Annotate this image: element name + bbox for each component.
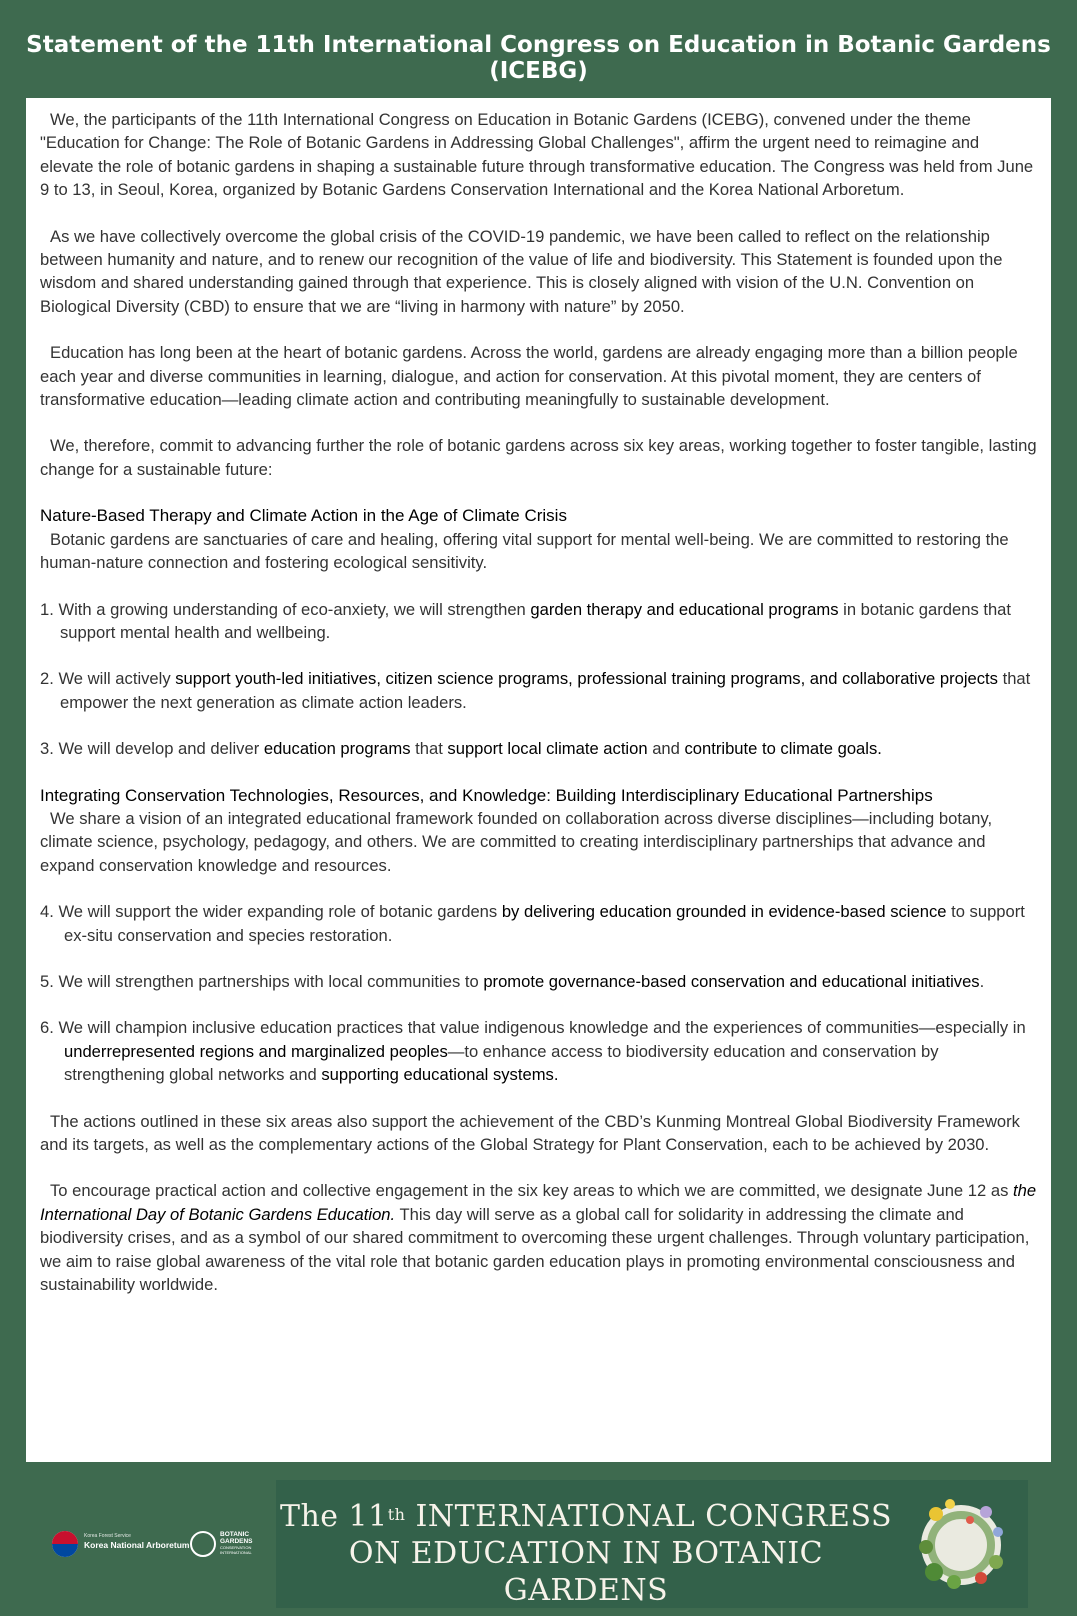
statement-card [26,98,1051,1462]
intro-paragraph-3: Education has long been at the heart of botanic gardens. Across the world, gardens are already engaging more than a billion people each year and diverse communities in learning, dialogue, and action for conservation. At this pivotal moment, they are centers of transformative education—leading climate action and contributing meaningfully to sustainable development. [40,343,1018,410]
closing-paragraph-2: To encourage practical action and collective engagement in the six key areas to which we are committed, we designate June 12 as the International Day of Botanic Gardens Education. This day will serve as a global call for solidarity in addressing the climate and biodiversity crises, and as a symbol of our shared commitment to overcoming these urgent challenges. Through voluntary participation, we aim to raise global awareness of the vital role that botanic garden education plays in promoting environmental consciousness and sustainability worldwide. [40,1181,1037,1295]
partner-logos [44,1520,274,1570]
korea-national-arboretum-logo: Korea Forest Service Korea National Arboretum [84,1533,190,1550]
congress-banner-title: The 11th INTERNATIONAL CONGRESS ON EDUCATION IN BOTANIC GARDENS [279,1499,893,1608]
commitment-item-3: 3. We will develop and deliver education programs that support local climate action and contribute to climate goals. [40,739,882,759]
section-1-heading: Nature-Based Therapy and Climate Action in the Age of Climate Crisis [40,506,567,526]
closing-paragraph-1: The actions outlined in these six areas also support the achievement of the CBD’s Kunming Montreal Global Biodiversity Framework and its targets, as well as the complementary actions of the Global Strategy for Plant Conservation, each to be achieved by 2030. [40,1111,1020,1154]
commitment-item-6: 6. We will champion inclusive education practices that value indigenous knowledge and the experiences of communities—especially in underrepresented regions and marginalized peoples—to enhance access to biodiversity education and conservation by strengthening global networks and supporting educational systems. [40,1018,1026,1085]
korea-emblem-icon [52,1531,78,1557]
commitment-item-4: 4. We will support the wider expanding role of botanic gardens by delivering education grounded in evidence-based science to support ex-situ conservation and species restoration. [40,902,1025,945]
commitment-item-2: 2. We will actively support youth-led initiatives, citizen science programs, professional training programs, and collaborative projects that empower the next generation as climate action leaders. [40,669,1031,712]
bgci-emblem-icon [190,1531,216,1557]
section-2-text: We share a vision of an integrated educational framework founded on collaboration across diverse disciplines—including botany, climate science, psychology, pedagogy, and others. We are committed to creating interdisciplinary partnerships that advance and expand conservation knowledge and resources. [40,808,993,875]
section-2-heading: Integrating Conservation Technologies, Resources, and Knowledge: Building Interdisciplinary Educational Partnerships [40,785,933,805]
intro-paragraph-2: As we have collectively overcome the global crisis of the COVID-19 pandemic, we have been called to reflect on the relationship between humanity and nature, and to renew our recognition of the value of life and biodiversity. This Statement is founded upon the wisdom and shared understanding gained through that experience. This is closely aligned with vision of the U.N. Convention on Biological Diversity (CBD) to ensure that we are “living in harmony with nature” by 2050. [40,226,1003,316]
flower-wreath-icon [906,1492,1016,1598]
bgci-logo: BOTANIC GARDENS CONSERVATION INTERNATIONAL [220,1531,253,1555]
intro-paragraph-1: We, the participants of the 11th International Congress on Education in Botanic Gardens (ICEBG), convened under the theme "Education for Change: The Role of Botanic Gardens in Addressing Global Challenges", affirm the urgent need to reimagine and elevate the role of botanic gardens in shaping a sustainable future through transformative education. The Congress was held from June 9 to 13, in Seoul, Korea, organized by Botanic Gardens Conservation International and the Korea National Arboretum. [40,110,1034,200]
page-title: Statement of the 11th International Congress on Education in Botanic Gardens (ICEBG) [26,32,1051,84]
intro-paragraph-4: We, therefore, commit to advancing further the role of botanic gardens across six key areas, working together to foster tangible, lasting change for a sustainable future: [40,436,1037,479]
commitment-item-5: 5. We will strengthen partnerships with local communities to promote governance-based conservation and educational initiatives. [40,971,985,991]
section-1-text: Botanic gardens are sanctuaries of care and healing, offering vital support for mental well-being. We are committed to restoring the human-nature connection and fostering ecological sensitivity. [40,529,1009,573]
commitment-item-1: 1. With a growing understanding of eco-anxiety, we will strengthen garden therapy and educational programs in botanic gardens that support mental health and wellbeing. [40,599,1012,642]
congress-banner [276,1480,1028,1608]
footer [0,1470,1077,1616]
